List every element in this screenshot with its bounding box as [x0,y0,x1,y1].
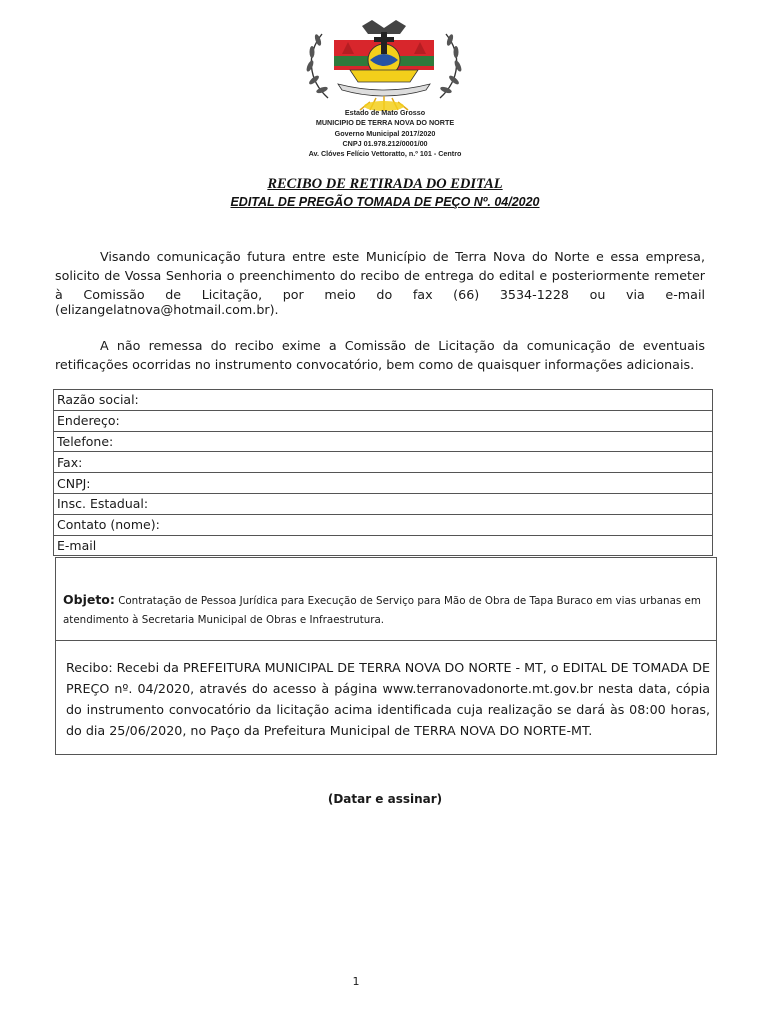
notice-paragraph [55,336,705,374]
box-divider [56,640,716,641]
intro-paragraph-email: (elizangelatnova@hotmail.com.br). [55,302,279,317]
intro-paragraph-text: Visando comunicação futura entre este Município de Terra Nova do Norte e essa empresa, solicito de Vossa Senhoria o preenchimento do recibo de entrega do edital e posteriormente remeter à Comissão de Licitação, por meio do fax (66) 3534-1228 ou via e-mail [55,249,705,302]
object-description [63,590,708,630]
object-text: Contratação de Pessoa Jurídica para Execução de Serviço para Mão de Obra de Tapa Buraco em vias urbanas em atendimento à Secretaria Municipal de Obras e Infraestrutura. [63,595,701,626]
field-insc-estadual[interactable]: Insc. Estadual: [54,493,713,514]
header-government: Governo Municipal 2017/2020 [334,129,436,138]
page-number: 1 [352,975,360,988]
header-address: Av. Clóves Felício Vettoratto, n.º 101 - Centro [308,149,462,158]
object-label: Objeto: [63,592,115,607]
header-municipality: MUNICIPIO DE TERRA NOVA DO NORTE [315,118,455,127]
document-subtitle: EDITAL DE PREGÃO TOMADA DE PEÇO Nº. 04/2020 [230,195,540,209]
field-email[interactable]: E-mail [54,535,713,556]
field-cnpj[interactable]: CNPJ: [54,473,713,494]
header-state: Estado de Mato Grosso [344,108,426,117]
field-razao-social[interactable]: Razão social: [54,390,713,411]
field-telefone[interactable]: Telefone: [54,431,713,452]
field-fax[interactable]: Fax: [54,452,713,473]
notice-paragraph-text: A não remessa do recibo exime a Comissão de Licitação da comunicação de eventuais retificações ocorridas no instrumento convocatório, bem como de quaisquer informações adicionais. [55,338,705,372]
municipal-crest-logo [300,18,468,112]
intro-paragraph [55,247,705,304]
object-receipt-box [55,557,717,755]
company-info-form [53,389,713,556]
sign-instruction: (Datar e assinar) [327,792,443,806]
document-title: RECIBO DE RETIRADA DO EDITAL [267,176,503,192]
header-cnpj: CNPJ 01.978.212/0001/00 [342,139,428,148]
field-endereco[interactable]: Endereço: [54,410,713,431]
field-contato[interactable]: Contato (nome): [54,514,713,535]
receipt-statement: Recibo: Recebi da PREFEITURA MUNICIPAL DE TERRA NOVA DO NORTE - MT, o EDITAL DE TOMADA DE PREÇO nº. 04/2020, através do acesso à página www.terranovadonorte.mt.gov.br nesta data, cópia do instrumento convocatório da licitação acima identificada cuja realização se dará às 08:00 horas, do dia 25/06/2020, no Paço da Prefeitura Municipal de TERRA NOVA DO NORTE-MT. [66,660,710,738]
